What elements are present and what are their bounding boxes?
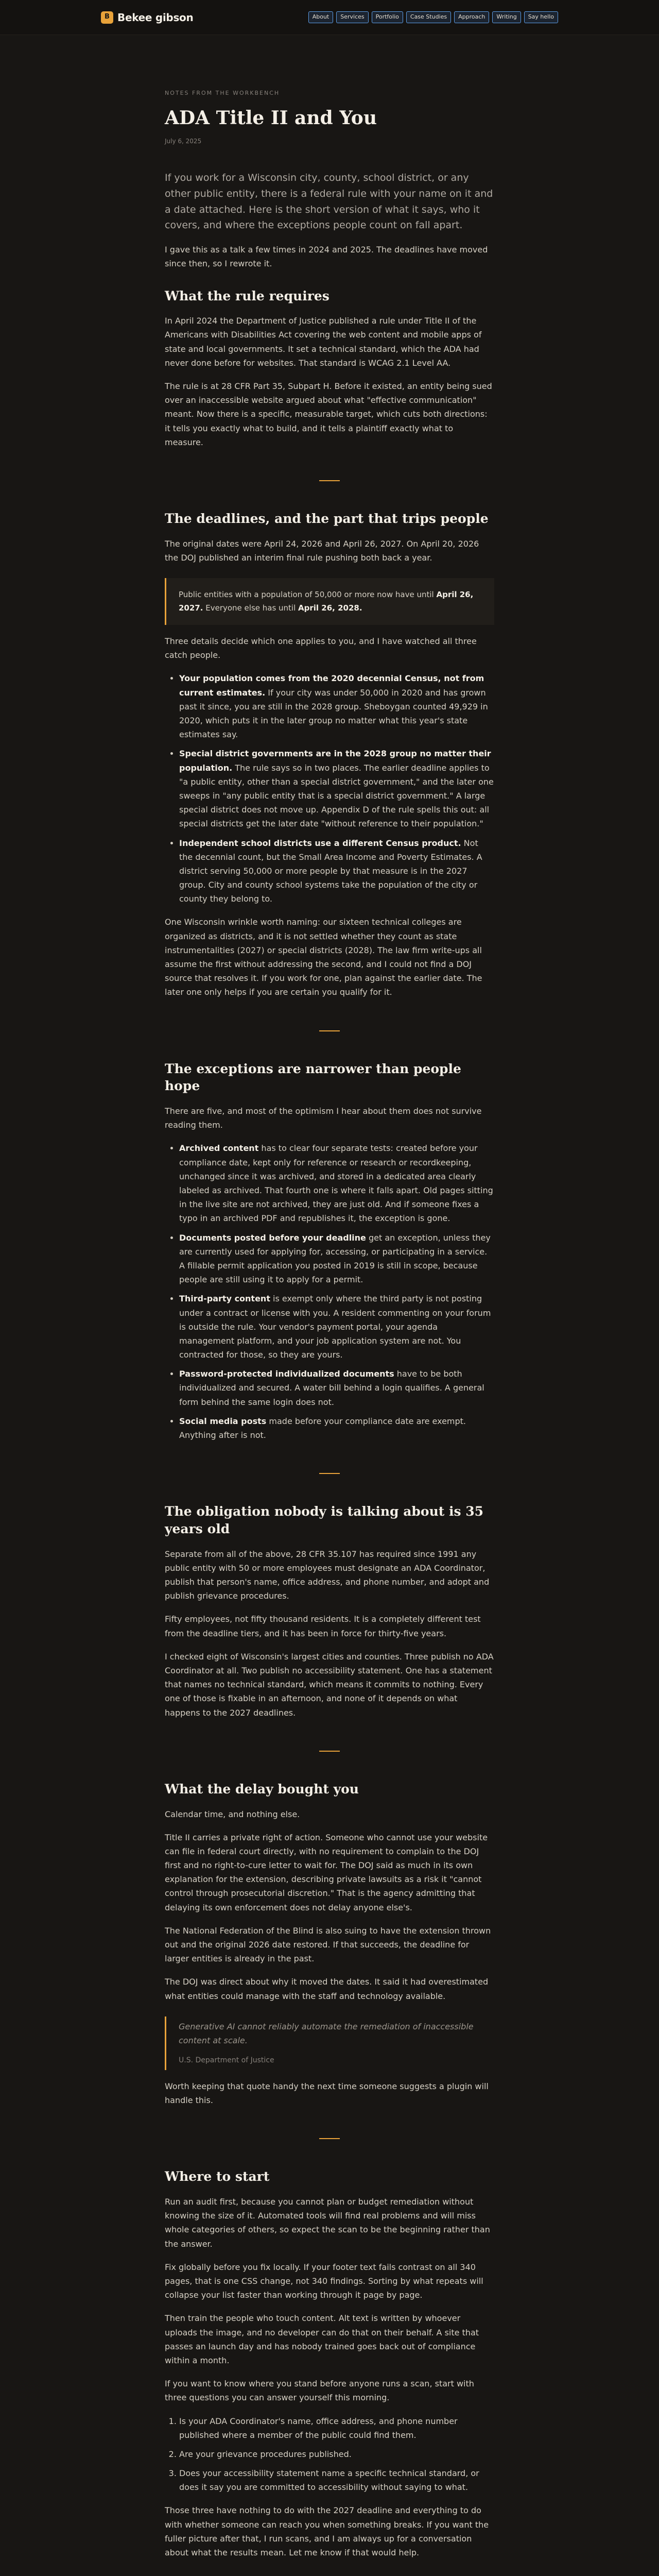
callout-mid: Everyone else has until <box>205 603 296 613</box>
list-item <box>179 836 494 906</box>
list-item-bold: Social media posts <box>179 1416 267 1426</box>
nav-services[interactable]: Services <box>336 11 368 23</box>
article-lede: If you work for a Wisconsin city, county, school district, or any other public entity, there is a federal rule with your name on it and a date attached. Here is the short version of what it says, who it covers, and where the exceptions people count on fall apart. <box>165 172 493 231</box>
list-item-text: is exempt only where the third party is not posting under a contract or license with you. A resident commenting on your forum is outside the rule. Your vendor's payment portal, your agenda management platform, and your job application system are not. You contracted for those, so they are yours. <box>179 1294 491 1360</box>
paragraph: Then train the people who touch content. Alt text is written by whoever uploads the image, and no developer can do that on their behalf. A site that passes an launch day and has nobody trained goes back out of compliance within a month. <box>165 2313 479 2365</box>
article <box>165 35 494 2576</box>
nav-approach[interactable]: Approach <box>454 11 489 23</box>
nav-writing[interactable]: Writing <box>492 11 521 23</box>
list-item-bold: Documents posted before your deadline <box>179 1232 366 1243</box>
paragraph: Those three have nothing to do with the 2027 deadline and everything to do with whether someone can reach you when something breaks. If you want the fuller picture after that, I run scans, and I am always up for a conversation about what the results mean. Let me know if that would help. <box>165 2505 489 2557</box>
section-divider <box>319 480 340 481</box>
quote-cite: U.S. Department of Justice <box>179 2056 274 2065</box>
article-kicker: NOTES FROM THE WORKBENCH <box>165 90 280 96</box>
heading-obligation: The obligation nobody is talking about is 35 years old <box>165 1504 484 1536</box>
section-divider <box>319 1473 340 1474</box>
deadline-details-list <box>165 671 494 906</box>
paragraph: The rule is at 28 CFR Part 35, Subpart H. Before it existed, an entity being sued over an inaccessible website argued about what "effective communication" meant. Now there is a specific, measurable target, which cuts both directions: it tells you exactly what to build, and it tells a plaintiff exactly what to measure. <box>165 381 492 447</box>
list-item <box>179 1141 494 1225</box>
paragraph: Worth keeping that quote handy the next time someone suggests a plugin will handle this. <box>165 2081 489 2106</box>
list-item-bold: Your population comes from the 2020 decennial Census, not from current estimates. <box>179 673 484 698</box>
article-intro: I gave this as a talk a few times in 2024 and 2025. The deadlines have moved since then, so I rewrote it. <box>165 245 488 269</box>
list-item <box>179 1292 494 1362</box>
heading-deadlines: The deadlines, and the part that trips people <box>165 511 489 526</box>
list-item: 2. Are your grievance procedures published. <box>179 2447 494 2461</box>
paragraph: Separate from all of the above, 28 CFR 35.107 has required since 1991 any public entity with 50 or more employees must designate an ADA Coordinator, publish that person's name, office address, and phone number, and adopt and publish grievance procedures. <box>165 1549 490 1601</box>
article-title: ADA Title II and You <box>165 107 377 129</box>
callout-text: Public entities with a population of 50,000 or more now have until <box>179 590 434 600</box>
list-item-text: made before your compliance date are exempt. Anything after is not. <box>179 1416 466 1440</box>
nav-about[interactable]: About <box>308 11 334 23</box>
callout-date-2027: April 26, 2027. <box>179 590 474 613</box>
list-item: 1. Is your ADA Coordinator's name, office address, and phone number published where a member of the public could find them. <box>179 2414 494 2442</box>
list-item-text: If your city was under 50,000 in 2020 and has grown past it since, you are still in the 2028 group. Sheboygan counted 49,929 in 2020, which puts it in the later group no matter what this year's state estimates say. <box>179 687 488 740</box>
nav-case-studies[interactable]: Case Studies <box>406 11 451 23</box>
nav-say-hello[interactable]: Say hello <box>524 11 558 23</box>
site-header <box>0 0 659 35</box>
paragraph: Fifty employees, not fifty thousand residents. It is a completely different test from the deadline tiers, and it has been in force for thirty-five years. <box>165 1614 481 1638</box>
list-item-text: have to be both individualized and secured. A water bill behind a login qualifies. A general form behind the same login does not. <box>179 1369 484 1407</box>
list-item <box>179 1367 494 1409</box>
list-item <box>179 1231 494 1287</box>
paragraph: If you want to know where you stand before anyone runs a scan, start with three questions you can answer yourself this morning. <box>165 2379 474 2403</box>
nav-portfolio[interactable]: Portfolio <box>372 11 403 23</box>
paragraph: The National Federation of the Blind is also suing to have the extension thrown out and the original 2026 date restored. If that succeeds, the deadline for larger entities is already in the past. <box>165 1925 491 1964</box>
list-item-text: get an exception, unless they are currently used for applying for, accessing, or participating in a service. A fillable permit application you posted in 2019 is still in scope, because people are still using it to apply for a permit. <box>179 1232 491 1285</box>
exceptions-list <box>165 1141 494 1442</box>
logo-mark-icon: B <box>101 11 113 24</box>
callout-date-2028: April 26, 2028. <box>298 603 362 613</box>
list-item: 3. Does your accessibility statement name a specific technical standard, or does it say you are committed to accessibility without saying to what. <box>179 2466 494 2494</box>
list-item-bold: Archived content <box>179 1143 259 1154</box>
paragraph: The original dates were April 24, 2026 and April 26, 2027. On April 20, 2026 the DOJ published an interim final rule pushing both back a year. <box>165 538 479 563</box>
heading-exceptions: The exceptions are narrower than people hope <box>165 1061 461 1094</box>
list-item <box>179 1414 494 1442</box>
list-item-bold: Password-protected individualized documents <box>179 1369 394 1379</box>
list-item-text: Not the decennial count, but the Small Area Income and Poverty Estimates. A district serving 50,000 or more people by that measure is in the 2027 group. City and county school systems take the population of the city or county they belong to. <box>179 838 482 904</box>
paragraph: Calendar time, and nothing else. <box>165 1809 300 1819</box>
section-divider <box>319 2138 340 2139</box>
list-item-text: has to clear four separate tests: created before your compliance date, kept only for reference or research or recordkeeping, unchanged since it was archived, and stored in a dedicated area clearly labeled as archived. That fourth one is where it falls apart. Old pages sitting in the live site are not archived, they are just old. And if someone fixes a typo in an archived PDF and republishes it, the exception is gone. <box>179 1143 493 1224</box>
section-divider <box>319 1751 340 1752</box>
paragraph: Fix globally before you fix locally. If your footer text fails contrast on all 340 pages, that is one CSS change, not 340 findings. Sorting by what repeats will collapse your list faster than working through it page by page. <box>165 2262 483 2300</box>
paragraph: The DOJ was direct about why it moved the dates. It said it had overestimated what entities could manage with the staff and technology available. <box>165 1977 489 2001</box>
logo-text: Bekee gibson <box>117 11 194 24</box>
paragraph: In April 2024 the Department of Justice published a rule under Title II of the Americans with Disabilities Act covering the web content and mobile apps of state and local governments. It set a technical standard, which the ADA had never done before for websites. That standard is WCAG 2.1 Level AA. <box>165 316 482 368</box>
paragraph: One Wisconsin wrinkle worth naming: our sixteen technical colleges are organized as districts, and it is not settled whether they count as state instrumentalities (2027) or special districts (2028). The law firm write-ups all assume the first without addressing the second, and I could not find a DOJ source that resolves it. If you work for one, plan against the earlier date. The later one only helps if you are certain you qualify for it. <box>165 917 482 997</box>
heading-delay: What the delay bought you <box>165 1781 359 1797</box>
site-logo[interactable] <box>101 9 193 26</box>
list-item-text: The rule says so in two places. The earlier deadline applies to "a public entity, other than a special district government," and the later one sweeps in "any public entity that is a special district government." A large special district does not move up. Appendix D of the rule spells this out: all special districts get the later date "without reference to their population." <box>179 762 494 829</box>
list-item <box>179 671 494 741</box>
heading-what-rule-requires: What the rule requires <box>165 288 330 303</box>
paragraph: I checked eight of Wisconsin's largest cities and counties. Three publish no ADA Coordinator at all. Two publish no accessibility statement. One has a statement that names no technical standard, which means it commits to nothing. Every one of those is fixable in an afternoon, and none of it depends on what happens to the 2027 deadlines. <box>165 1651 494 1718</box>
list-item-bold: Special district governments are in the 2028 group no matter their population. <box>179 749 491 773</box>
list-item-bold: Third-party content <box>179 1294 270 1304</box>
heading-where-to-start: Where to start <box>165 2169 270 2184</box>
paragraph: There are five, and most of the optimism I hear about them does not survive reading them. <box>165 1106 482 1130</box>
main-nav <box>308 11 558 23</box>
doj-quote <box>165 2016 494 2070</box>
paragraph: Run an audit first, because you cannot plan or budget remediation without knowing the size of it. Automated tools will find real problems and will miss whole categories of others, so expect the scan to be the beginning rather than the answer. <box>165 2197 490 2249</box>
article-date: July 6, 2025 <box>165 137 202 145</box>
paragraph: Title II carries a private right of action. Someone who cannot use your website can file in federal court directly, with no requirement to complain to the DOJ first and no right-to-cure letter to wait for. The DOJ said as much in its own explanation for the extension, describing private lawsuits as a risk it "cannot control through prosecutorial discretion." That is the agency admitting that delaying its own enforcement does not delay anyone else's. <box>165 1832 488 1912</box>
three-questions-list <box>165 2414 494 2495</box>
list-item <box>179 747 494 831</box>
section-divider <box>319 1030 340 1031</box>
quote-text: Generative AI cannot reliably automate the remediation of inaccessible content at scale. <box>179 2021 474 2045</box>
paragraph: Three details decide which one applies to you, and I have watched all three catch people. <box>165 636 477 660</box>
deadline-callout <box>165 578 494 625</box>
list-item-bold: Independent school districts use a different Census product. <box>179 838 461 848</box>
